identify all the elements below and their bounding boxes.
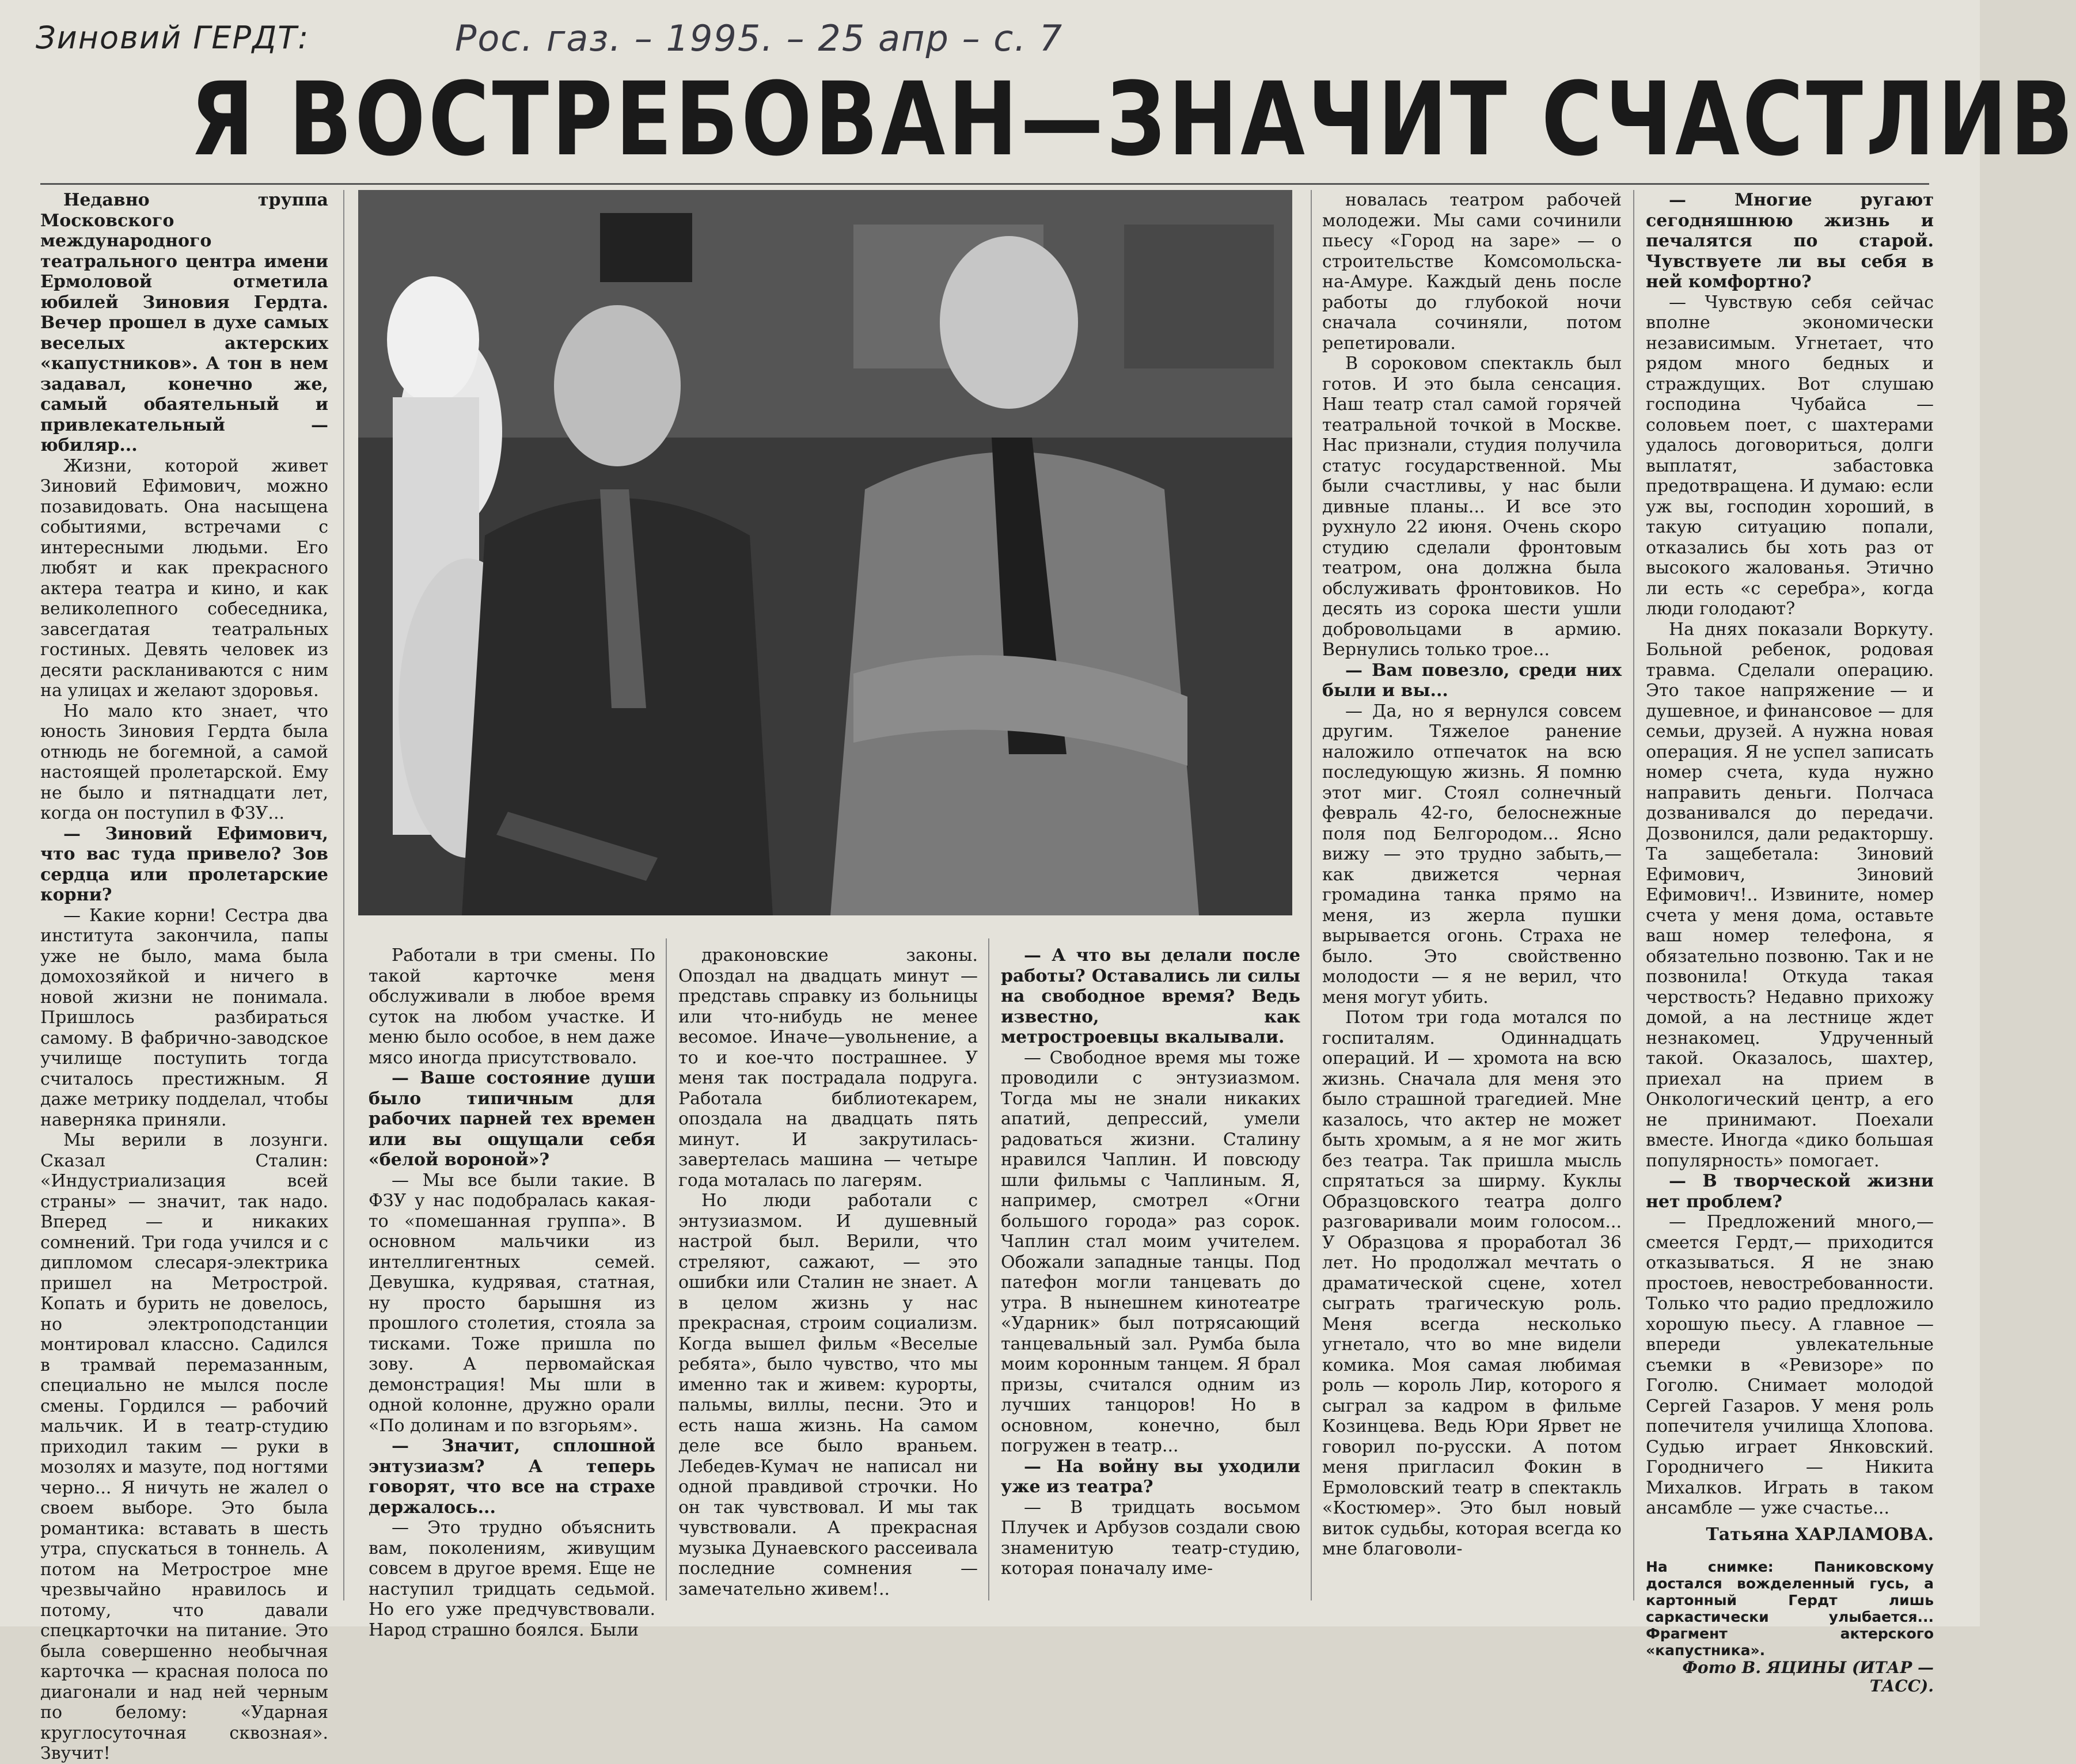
question: — Значит, сплошной энтузиазм? А теперь говорят, что все на страхе держалось...: [369, 1436, 655, 1518]
paragraph: — В тридцать восьмом Плучек и Арбузов создали свою знаменитую театр-студию, которая поначалу име-: [1001, 1497, 1300, 1579]
photo-caption: На снимке: Паниковскому достался вожделенный гусь, а картонный Гердт лишь саркастически улыбается... Фрагмент актерского «капустника».: [1646, 1558, 1934, 1659]
paragraph: Мы верили в лозунги. Сказал Сталин: «Индустриализация всей страны» — значит, так надо. Вперед — и никаких сомнений. Три года учился и с дипломом слесаря-электрика пришел на Метрострой. Копать и бурить не довелось, но электроподстанции монтировал классно. Садился в трамвай перемазанным, специально не мылся после смены. Гордился — рабочий мальчик. И в театр-студию приходил таким — руки в мозолях и мазуте, под ногтями черно... Я ничуть не жалел о своем выборе. Это была романтика: вставать в шесть утра, спускаться в тоннель. А потом на Метрострое мне чрезвычайно нравилось и потому, что давали спецкарточки на питание. Это была совершенно необычная карточка — красная полоса по диагонали и над ней черным по белому: «Ударная круглосуточная сквозная». Звучит!: [40, 1130, 328, 1763]
paragraph: — Это трудно объяснить вам, поколениям, живущим совсем в другое время. Еще не наступил тридцать седьмой. Но его уже предчувствовали. Народ страшно боялся. Были: [369, 1518, 655, 1640]
paragraph: — Чувствую себя сейчас вполне экономически независимым. Угнетает, что рядом много бедных и страждущих. Вот слушаю господина Чубайса — соловьем поет, с шахтерами удалось договориться, долги выплатят, забастовка предотвращена. И думаю: если уж вы, господин хороший, в такую ситуацию попали, отказались бы хоть раз от высокого жалованья. Этично ли есть «с серебра», когда люди голодают?: [1646, 292, 1934, 619]
question: — На войну вы уходили уже из театра?: [1001, 1456, 1300, 1497]
author-signature: Татьяна ХАРЛАМОВА.: [1706, 1524, 1934, 1545]
paragraph: — Мы все были такие. В ФЗУ у нас подобралась какая-то «помешанная группа». В основном мальчики из интеллигентных семей. Девушка, кудрявая, статная, ну просто барышня из прошлого столетия, стояла за тисками. Тоже пришла по зову. А первомайская демонстрация! Мы шли в одной колонне, дружно орали «По долинам и по взгорьям».: [369, 1170, 655, 1436]
headline: Я ВОСТРЕБОВАН—ЗНАЧИТ СЧАСТЛИВ: [190, 60, 2076, 178]
paragraph: — Свободное время мы тоже проводили с энтузиазмом. Тогда мы не знали никаких апатий, депрессий, умели радоваться жизни. Сталину нравился Чаплин. И повсюду шли фильмы с Чаплиным. Я, например, смотрел «Огни большого города» раз сорок. Чаплин стал моим учителем. Обожали западные танцы. Под патефон могли танцевать до утра. В нынешнем кинотеатре «Ударник» был потрясающий танцевальный зал. Румба была моим коронным танцем. Я брал призы, считался одним из лучших танцоров! Но в основном, конечно, был погружен в театр...: [1001, 1047, 1300, 1456]
column-2: [369, 945, 655, 1640]
handwritten-note: Рос. газ. – 1995. – 25 апр – с. 7: [455, 17, 1064, 59]
photo: [358, 190, 1292, 915]
photo-credit: Фото В. ЯЦИНЫ (ИТАР — ТАСС).: [1682, 1658, 1934, 1695]
column-4: [1001, 945, 1300, 1607]
column-3: [678, 945, 978, 1607]
paragraph: — Предложений много,— смеется Гердт,— приходится отказываться. Я не знаю простоев, невостребованности. Только что радио предложило хорошую пьесу. А главное — впереди увлекательные съемки в «Ревизоре» по Гоголю. Снимает молодой Сергей Газаров. У меня роль попечителя училища Хлопова. Судью играет Янковский. Городничего — Никита Михалков. Играть в таком ансамбле — уже счастье...: [1646, 1212, 1934, 1518]
question: — Зиновий Ефимович, что вас туда привело? Зов сердца или пролетарские корни?: [40, 823, 328, 905]
column-divider: [1311, 190, 1312, 1600]
question: — В творческой жизни нет проблем?: [1646, 1171, 1934, 1212]
paragraph: В сороковом спектакль был готов. И это была сенсация. Наш театр стал самой горячей театральной точкой в Москве. Нас признали, студия получила статус государственной. Мы были счастливы, у нас были дивные планы... И все это рухнуло 22 июня. Очень скоро студию сделали фронтовым театром, она должна была обслуживать фронтовиков. Но десять из сорока шести ушли добровольцами в армию. Вернулись только трое...: [1322, 353, 1622, 660]
question: — А что вы делали после работы? Оставались ли силы на свободное время? Ведь известно, как метростроевцы вкалывали.: [1001, 945, 1300, 1047]
column-5: [1322, 190, 1622, 1606]
paragraph: Но мало кто знает, что юность Зиновия Гердта была отнюдь не богемной, а самой настоящей пролетарской. Ему не было и пятнадцати лет, когда он поступил в ФЗУ...: [40, 701, 328, 823]
question: — Ваше состояние души было типичным для рабочих парней тех времен или вы ощущали себя «белой вороной»?: [369, 1068, 655, 1170]
column-divider: [666, 938, 667, 1600]
column-6: [1646, 190, 1934, 1695]
column-1: [40, 190, 328, 1763]
question: — Многие ругают сегодняшнюю жизнь и печалятся по старой. Чувствуете ли вы себя в ней комфортно?: [1646, 190, 1934, 292]
lead-paragraph: Недавно труппа Московского международного театрального центра имени Ермоловой отметила юбилей Зиновия Гердта. Вечер прошел в духе самых веселых актерских «капустников». А тон в нем задавал, конечно же, самый обаятельный и привлекательный — юбиляр...: [40, 190, 328, 455]
column-divider: [988, 938, 989, 1600]
paragraph: Но люди работали с энтузиазмом. И душевный настрой был. Верили, что стреляют, сажают, — это ошибки или Сталин не знает. А в целом жизнь у нас прекрасная, строим социализм. Когда вышел фильм «Веселые ребята», было чувство, что мы именно так и живем: курорты, пальмы, виллы, песни. Это и есть наша жизнь. На самом деле все было враньем. Лебедев-Кумач не написал ни одной правдивой строчки. Но он так чувствовал. И мы так чувствовали. А прекрасная музыка Дунаевского рассеивала последние сомнения — замечательно живем!..: [678, 1191, 978, 1599]
headline-rule: [40, 183, 1929, 185]
kicker: Зиновий ГЕРДТ:: [36, 20, 310, 56]
paragraph: Жизни, которой живет Зиновий Ефимович, можно позавидовать. Она насыщена событиями, встречами с интересными людьми. Его любят и как прекрасного актера театра и кино, и как великолепного собеседника, завсегдатая театральных гостиных. Девять человек из десяти раскланиваются с ним на улицах и желают здоровья.: [40, 455, 328, 701]
paragraph: — Да, но я вернулся совсем другим. Тяжелое ранение наложило отпечаток на всю последующую жизнь. Я помню этот миг. Стоял солнечный февраль 42-го, белоснежные поля под Белгородом... Ясно вижу — это трудно забыть,— как движется черная громадина танка прямо на меня, из жерла пушки вырывается огонь. Страха не было. Это свойственно молодости — я не верил, что меня могут убить.: [1322, 701, 1622, 1008]
column-divider: [1633, 190, 1634, 1600]
paragraph: Потом три года мотался по госпиталям. Одиннадцать операций. И — хромота на всю жизнь. Сначала для меня это было страшной трагедией. Мне казалось, что актер не может быть хромым, а я не мог жить без театра. Так пришла мысль спрятаться за ширму. Куклы Образцовского театра долго разговаривали моим голосом... У Образцова я проработал 36 лет. Но продолжал мечтать о драматической сцене, хотел сыграть трагическую роль. Меня всегда несколько угнетало, что во мне видели комика. Моя самая любимая роль — король Лир, которого я сыграл за кадром в фильме Козинцева. Ведь Юри Ярвет не говорил по-русски. А потом меня пригласил Фокин в Ермоловский театр в спектакль «Костюмер». Это был новый виток судьбы, которая всегда ко мне благоволи-: [1322, 1008, 1622, 1559]
question: — Вам повезло, среди них были и вы...: [1322, 660, 1622, 701]
paragraph: новалась театром рабочей молодежи. Мы сами сочинили пьесу «Город на заре» — о строительстве Комсомольска-на-Амуре. Каждый день после работы до глубокой ночи сначала сочиняли, потом репетировали.: [1322, 190, 1622, 353]
paragraph: — Какие корни! Сестра два института закончила, папы уже не было, мама была домохозяйкой и ничего в новой жизни не понимала. Пришлось разбираться самому. В фабрично-заводское училище поступить тогда считалось престижным. Я даже метрику подделал, чтобы наверняка приняли.: [40, 905, 328, 1130]
paragraph: На днях показали Воркуту. Больной ребенок, родовая травма. Сделали операцию. Это такое напряжение — и душевное, и финансовое — для семьи, друзей. А нужна новая операция. Я не успел записать номер счета, куда нужно направить деньги. Полчаса дозванивался до передачи. Дозвонился, дали редакторшу. Та защебетала: Зиновий Ефимович, Зиновий Ефимович!.. Извините, номер счета у меня дома, оставьте ваш номер телефона, я обязательно позвоню. Так и не позвонила! Откуда такая черствость? Недавно прихожу домой, а на лестнице ждет незнакомец. Удрученный такой. Оказалось, шахтер, приехал на прием в Онкологический центр, а его не принимают. Поехали вместе. Иногда «дико большая популярность» помогает.: [1646, 619, 1934, 1171]
paragraph: Работали в три смены. По такой карточке меня обслуживали в любое время суток на любом участке. И меню было особое, в нем даже мясо иногда присутствовало.: [369, 945, 655, 1068]
column-divider: [343, 190, 344, 1600]
paragraph: драконовские законы. Опоздал на двадцать минут — представь справку из больницы или что-нибудь не менее весомое. Иначе—увольнение, а то и кое-что пострашнее. У меня так пострадала подруга. Работала библиотекарем, опоздала на двадцать пять минут. И закрутилась-завертелась машина — четыре года моталась по лагерям.: [678, 945, 978, 1191]
